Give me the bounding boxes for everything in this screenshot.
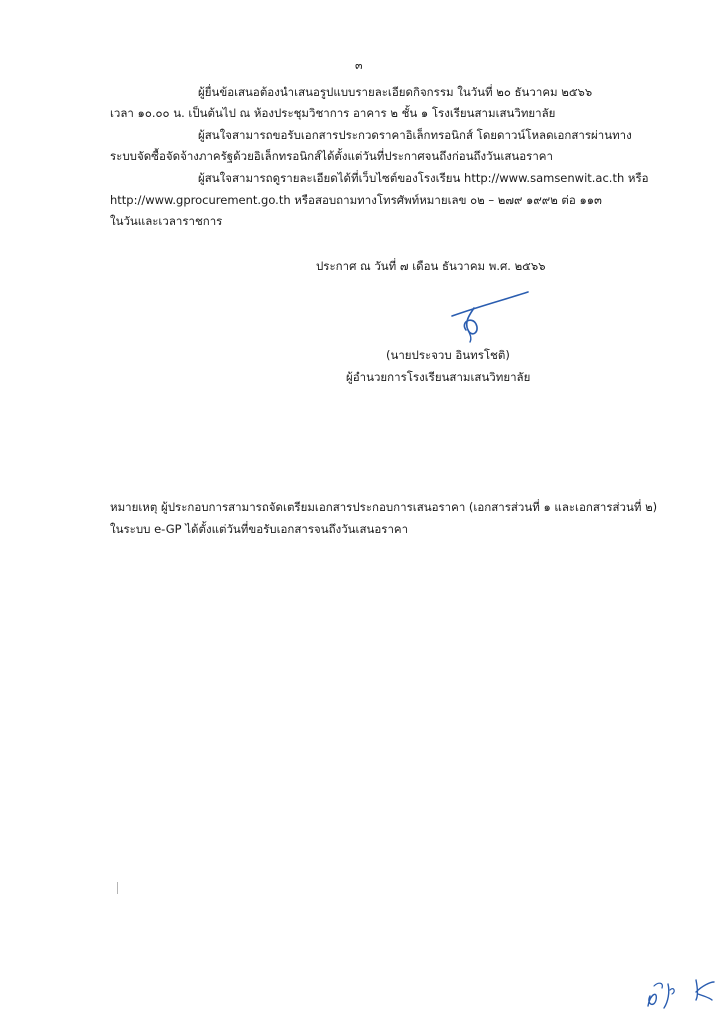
body-line-7: ในวันและเวลาราชการ	[110, 214, 223, 228]
body-line-5: ผู้สนใจสามารถดูรายละเอียดได้ที่เว็บไซต์ของโรงเรียน http://www.samsenwit.ac.th หรือ	[198, 171, 649, 185]
body-line-6: http://www.gprocurement.go.th หรือสอบถามทางโทรศัพท์หมายเลข ๐๒ – ๒๗๙ ๑๙๙๒ ต่อ ๑๑๓	[110, 193, 602, 207]
signature-image	[440, 284, 540, 344]
body-line-1: ผู้ยื่นข้อเสนอต้องนำเสนอรูปแบบรายละเอียดกิจกรรม ในวันที่ ๒๐ ธันวาคม ๒๕๖๖	[198, 85, 593, 99]
page-number: ๓	[355, 59, 363, 72]
signer-name: (นายประจวบ อินทรโชติ)	[386, 348, 510, 362]
body-line-2: เวลา ๑๐.๐๐ น. เป็นต้นไป ณ ห้องประชุมวิชาการ อาคาร ๒ ชั้น ๑ โรงเรียนสามเสนวิทยาลัย	[110, 106, 556, 120]
signer-title: ผู้อำนวยการโรงเรียนสามเสนวิทยาลัย	[346, 370, 531, 384]
body-line-4: ระบบจัดซื้อจัดจ้างภาครัฐด้วยอิเล็กทรอนิกส์ได้ตั้งแต่วันที่ประกาศจนถึงก่อนถึงวันเสนอราคา	[110, 149, 553, 163]
initials-image	[640, 964, 720, 1014]
body-line-3: ผู้สนใจสามารถขอรับเอกสารประกวดราคาอิเล็กทรอนิกส์ โดยดาวน์โหลดเอกสารผ่านทาง	[198, 128, 632, 142]
remark-line-1: หมายเหตุ ผู้ประกอบการสามารถจัดเตรียมเอกสารประกอบการเสนอราคา (เอกสารส่วนที่ ๑ และเอกสารส่วนที่ ๒)	[110, 500, 658, 514]
remark-line-2: ในระบบ e-GP ได้ตั้งแต่วันที่ขอรับเอกสารจนถึงวันเสนอราคา	[110, 522, 409, 536]
announcement-date: ประกาศ ณ วันที่ ๗ เดือน ธันวาคม พ.ศ. ๒๕๖๖	[316, 259, 546, 273]
margin-mark	[117, 882, 118, 894]
